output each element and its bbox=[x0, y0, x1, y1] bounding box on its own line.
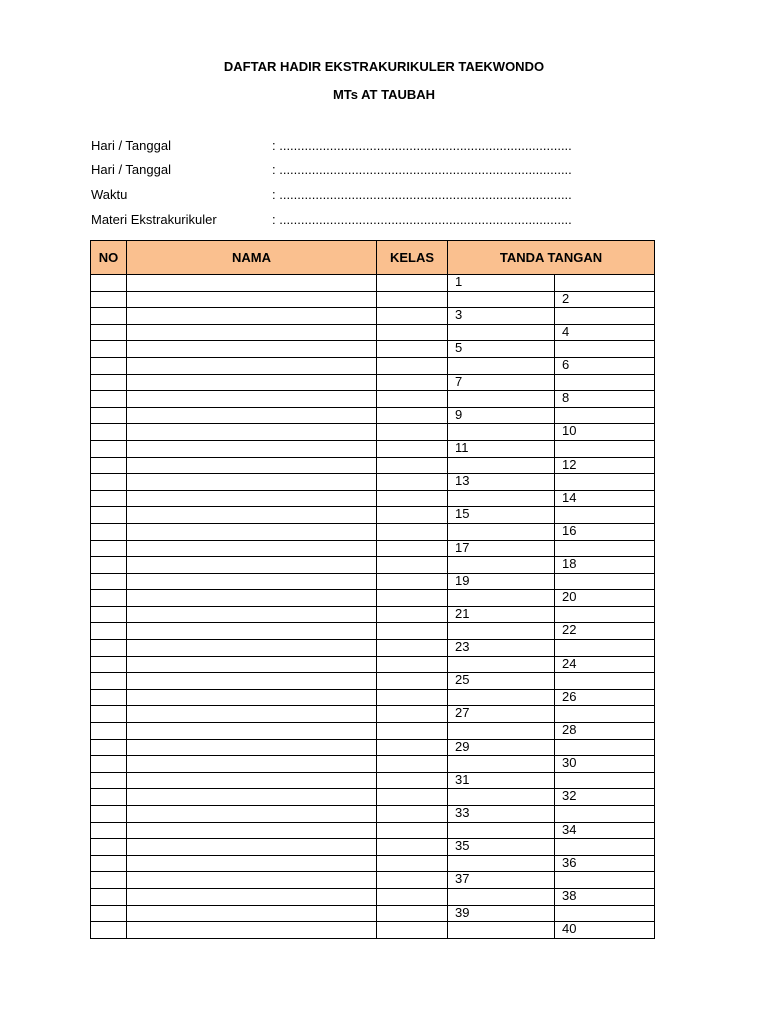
kelas-cell[interactable] bbox=[377, 640, 448, 657]
signature-left-cell: 1 bbox=[448, 275, 555, 292]
table-row bbox=[91, 523, 655, 540]
signature-right-cell: 34 bbox=[555, 822, 655, 839]
no-cell[interactable] bbox=[91, 523, 127, 540]
field-blank: : ................................................................................. bbox=[272, 212, 572, 227]
signature-left-cell[interactable] bbox=[448, 324, 555, 341]
nama-cell[interactable] bbox=[127, 540, 377, 557]
kelas-cell[interactable] bbox=[377, 324, 448, 341]
signature-right-cell[interactable] bbox=[555, 905, 655, 922]
signature-right-cell: 28 bbox=[555, 723, 655, 740]
table-row bbox=[91, 739, 655, 756]
no-cell[interactable] bbox=[91, 922, 127, 939]
nama-cell[interactable] bbox=[127, 822, 377, 839]
nama-cell[interactable] bbox=[127, 324, 377, 341]
table-row bbox=[91, 673, 655, 690]
field-materi bbox=[91, 212, 654, 230]
nama-cell[interactable] bbox=[127, 905, 377, 922]
kelas-cell[interactable] bbox=[377, 905, 448, 922]
kelas-cell[interactable] bbox=[377, 407, 448, 424]
signature-right-cell[interactable] bbox=[555, 540, 655, 557]
no-cell[interactable] bbox=[91, 324, 127, 341]
nama-cell[interactable] bbox=[127, 507, 377, 524]
no-cell[interactable] bbox=[91, 573, 127, 590]
nama-cell[interactable] bbox=[127, 806, 377, 823]
signature-right-cell[interactable] bbox=[555, 706, 655, 723]
signature-right-cell: 24 bbox=[555, 656, 655, 673]
kelas-cell[interactable] bbox=[377, 772, 448, 789]
nama-cell[interactable] bbox=[127, 673, 377, 690]
signature-left-cell: 17 bbox=[448, 540, 555, 557]
table-row bbox=[91, 391, 655, 408]
nama-cell[interactable] bbox=[127, 888, 377, 905]
table-row bbox=[91, 656, 655, 673]
signature-right-cell[interactable] bbox=[555, 474, 655, 491]
kelas-cell[interactable] bbox=[377, 656, 448, 673]
no-cell[interactable] bbox=[91, 457, 127, 474]
nama-cell[interactable] bbox=[127, 656, 377, 673]
table-row bbox=[91, 357, 655, 374]
no-cell[interactable] bbox=[91, 673, 127, 690]
signature-right-cell[interactable] bbox=[555, 640, 655, 657]
signature-right-cell: 30 bbox=[555, 756, 655, 773]
kelas-cell[interactable] bbox=[377, 291, 448, 308]
table-row bbox=[91, 440, 655, 457]
kelas-cell[interactable] bbox=[377, 507, 448, 524]
field-label: Hari / Tanggal bbox=[91, 138, 171, 153]
column-header-nama: NAMA bbox=[127, 241, 377, 275]
no-cell[interactable] bbox=[91, 706, 127, 723]
signature-left-cell[interactable] bbox=[448, 822, 555, 839]
kelas-cell[interactable] bbox=[377, 822, 448, 839]
table-row bbox=[91, 855, 655, 872]
table-row bbox=[91, 888, 655, 905]
no-cell[interactable] bbox=[91, 474, 127, 491]
table-row bbox=[91, 905, 655, 922]
no-cell[interactable] bbox=[91, 723, 127, 740]
kelas-cell[interactable] bbox=[377, 839, 448, 856]
field-blank: : ................................................................................. bbox=[272, 162, 572, 177]
kelas-cell[interactable] bbox=[377, 756, 448, 773]
nama-cell[interactable] bbox=[127, 922, 377, 939]
nama-cell[interactable] bbox=[127, 557, 377, 574]
signature-right-cell[interactable] bbox=[555, 606, 655, 623]
no-cell[interactable] bbox=[91, 872, 127, 889]
no-cell[interactable] bbox=[91, 855, 127, 872]
table-row bbox=[91, 507, 655, 524]
signature-left-cell: 13 bbox=[448, 474, 555, 491]
kelas-cell[interactable] bbox=[377, 888, 448, 905]
nama-cell[interactable] bbox=[127, 457, 377, 474]
signature-right-cell: 10 bbox=[555, 424, 655, 441]
kelas-cell[interactable] bbox=[377, 739, 448, 756]
nama-cell[interactable] bbox=[127, 855, 377, 872]
signature-left-cell: 5 bbox=[448, 341, 555, 358]
kelas-cell[interactable] bbox=[377, 706, 448, 723]
signature-right-cell: 38 bbox=[555, 888, 655, 905]
table-row bbox=[91, 324, 655, 341]
signature-left-cell: 7 bbox=[448, 374, 555, 391]
table-row bbox=[91, 839, 655, 856]
signature-right-cell[interactable] bbox=[555, 407, 655, 424]
nama-cell[interactable] bbox=[127, 590, 377, 607]
kelas-cell[interactable] bbox=[377, 590, 448, 607]
signature-left-cell: 23 bbox=[448, 640, 555, 657]
no-cell[interactable] bbox=[91, 905, 127, 922]
no-cell[interactable] bbox=[91, 341, 127, 358]
signature-left-cell: 9 bbox=[448, 407, 555, 424]
table-header-row bbox=[91, 241, 655, 275]
no-cell[interactable] bbox=[91, 391, 127, 408]
signature-left-cell[interactable] bbox=[448, 457, 555, 474]
table-row bbox=[91, 822, 655, 839]
signature-right-cell: 6 bbox=[555, 357, 655, 374]
signature-right-cell[interactable] bbox=[555, 739, 655, 756]
signature-left-cell[interactable] bbox=[448, 888, 555, 905]
nama-cell[interactable] bbox=[127, 374, 377, 391]
kelas-cell[interactable] bbox=[377, 457, 448, 474]
signature-left-cell[interactable] bbox=[448, 523, 555, 540]
signature-right-cell[interactable] bbox=[555, 872, 655, 889]
table-row bbox=[91, 374, 655, 391]
kelas-cell[interactable] bbox=[377, 922, 448, 939]
kelas-cell[interactable] bbox=[377, 689, 448, 706]
no-cell[interactable] bbox=[91, 756, 127, 773]
no-cell[interactable] bbox=[91, 822, 127, 839]
table-row bbox=[91, 872, 655, 889]
signature-right-cell: 18 bbox=[555, 557, 655, 574]
signature-left-cell[interactable] bbox=[448, 855, 555, 872]
table-row bbox=[91, 457, 655, 474]
no-cell[interactable] bbox=[91, 656, 127, 673]
signature-right-cell[interactable] bbox=[555, 275, 655, 292]
nama-cell[interactable] bbox=[127, 606, 377, 623]
signature-left-cell: 35 bbox=[448, 839, 555, 856]
no-cell[interactable] bbox=[91, 440, 127, 457]
signature-left-cell[interactable] bbox=[448, 357, 555, 374]
signature-right-cell[interactable] bbox=[555, 341, 655, 358]
signature-left-cell[interactable] bbox=[448, 557, 555, 574]
no-cell[interactable] bbox=[91, 275, 127, 292]
table-row bbox=[91, 407, 655, 424]
signature-left-cell: 33 bbox=[448, 806, 555, 823]
kelas-cell[interactable] bbox=[377, 673, 448, 690]
table-row bbox=[91, 606, 655, 623]
kelas-cell[interactable] bbox=[377, 606, 448, 623]
no-cell[interactable] bbox=[91, 557, 127, 574]
no-cell[interactable] bbox=[91, 357, 127, 374]
no-cell[interactable] bbox=[91, 839, 127, 856]
table-row bbox=[91, 789, 655, 806]
nama-cell[interactable] bbox=[127, 523, 377, 540]
signature-left-cell: 11 bbox=[448, 440, 555, 457]
signature-left-cell: 37 bbox=[448, 872, 555, 889]
signature-left-cell[interactable] bbox=[448, 490, 555, 507]
table-row bbox=[91, 706, 655, 723]
table-row bbox=[91, 291, 655, 308]
table-row bbox=[91, 540, 655, 557]
no-cell[interactable] bbox=[91, 772, 127, 789]
kelas-cell[interactable] bbox=[377, 424, 448, 441]
nama-cell[interactable] bbox=[127, 789, 377, 806]
attendance-table bbox=[90, 240, 655, 939]
signature-right-cell: 16 bbox=[555, 523, 655, 540]
table-row bbox=[91, 490, 655, 507]
column-header-tanda-tangan: TANDA TANGAN bbox=[448, 241, 655, 275]
signature-right-cell[interactable] bbox=[555, 772, 655, 789]
kelas-cell[interactable] bbox=[377, 789, 448, 806]
no-cell[interactable] bbox=[91, 374, 127, 391]
signature-right-cell: 40 bbox=[555, 922, 655, 939]
field-blank: : ................................................................................. bbox=[272, 187, 572, 202]
signature-left-cell[interactable] bbox=[448, 656, 555, 673]
signature-left-cell[interactable] bbox=[448, 424, 555, 441]
nama-cell[interactable] bbox=[127, 275, 377, 292]
kelas-cell[interactable] bbox=[377, 872, 448, 889]
no-cell[interactable] bbox=[91, 606, 127, 623]
signature-left-cell: 21 bbox=[448, 606, 555, 623]
signature-right-cell[interactable] bbox=[555, 507, 655, 524]
table-row bbox=[91, 806, 655, 823]
signature-left-cell[interactable] bbox=[448, 922, 555, 939]
no-cell[interactable] bbox=[91, 623, 127, 640]
kelas-cell[interactable] bbox=[377, 374, 448, 391]
no-cell[interactable] bbox=[91, 540, 127, 557]
signature-right-cell[interactable] bbox=[555, 839, 655, 856]
nama-cell[interactable] bbox=[127, 391, 377, 408]
field-label: Waktu bbox=[91, 187, 128, 202]
nama-cell[interactable] bbox=[127, 308, 377, 325]
kelas-cell[interactable] bbox=[377, 855, 448, 872]
signature-right-cell: 2 bbox=[555, 291, 655, 308]
no-cell[interactable] bbox=[91, 424, 127, 441]
signature-left-cell: 39 bbox=[448, 905, 555, 922]
document-title: DAFTAR HADIR EKSTRAKURIKULER TAEKWONDO bbox=[223, 59, 545, 74]
signature-left-cell: 27 bbox=[448, 706, 555, 723]
signature-right-cell: 12 bbox=[555, 457, 655, 474]
nama-cell[interactable] bbox=[127, 440, 377, 457]
table-row bbox=[91, 308, 655, 325]
field-hari-tanggal-2 bbox=[91, 162, 654, 180]
nama-cell[interactable] bbox=[127, 872, 377, 889]
nama-cell[interactable] bbox=[127, 839, 377, 856]
signature-right-cell[interactable] bbox=[555, 673, 655, 690]
nama-cell[interactable] bbox=[127, 623, 377, 640]
field-label: Hari / Tanggal bbox=[91, 162, 171, 177]
signature-right-cell[interactable] bbox=[555, 308, 655, 325]
kelas-cell[interactable] bbox=[377, 573, 448, 590]
table-row bbox=[91, 756, 655, 773]
no-cell[interactable] bbox=[91, 739, 127, 756]
no-cell[interactable] bbox=[91, 590, 127, 607]
kelas-cell[interactable] bbox=[377, 523, 448, 540]
signature-left-cell: 29 bbox=[448, 739, 555, 756]
no-cell[interactable] bbox=[91, 507, 127, 524]
signature-left-cell[interactable] bbox=[448, 789, 555, 806]
table-row bbox=[91, 772, 655, 789]
nama-cell[interactable] bbox=[127, 756, 377, 773]
kelas-cell[interactable] bbox=[377, 440, 448, 457]
table-body bbox=[91, 275, 655, 939]
nama-cell[interactable] bbox=[127, 706, 377, 723]
signature-right-cell[interactable] bbox=[555, 806, 655, 823]
table-row bbox=[91, 474, 655, 491]
kelas-cell[interactable] bbox=[377, 391, 448, 408]
signature-right-cell: 26 bbox=[555, 689, 655, 706]
kelas-cell[interactable] bbox=[377, 723, 448, 740]
signature-right-cell: 8 bbox=[555, 391, 655, 408]
signature-left-cell[interactable] bbox=[448, 623, 555, 640]
signature-right-cell[interactable] bbox=[555, 440, 655, 457]
signature-right-cell: 4 bbox=[555, 324, 655, 341]
nama-cell[interactable] bbox=[127, 424, 377, 441]
signature-left-cell[interactable] bbox=[448, 391, 555, 408]
signature-left-cell[interactable] bbox=[448, 291, 555, 308]
kelas-cell[interactable] bbox=[377, 557, 448, 574]
field-hari-tanggal-1 bbox=[91, 138, 654, 156]
nama-cell[interactable] bbox=[127, 573, 377, 590]
table-row bbox=[91, 275, 655, 292]
nama-cell[interactable] bbox=[127, 640, 377, 657]
no-cell[interactable] bbox=[91, 789, 127, 806]
no-cell[interactable] bbox=[91, 308, 127, 325]
table-row bbox=[91, 640, 655, 657]
no-cell[interactable] bbox=[91, 689, 127, 706]
table-row bbox=[91, 573, 655, 590]
signature-right-cell: 32 bbox=[555, 789, 655, 806]
kelas-cell[interactable] bbox=[377, 806, 448, 823]
nama-cell[interactable] bbox=[127, 474, 377, 491]
field-blank: : ................................................................................. bbox=[272, 138, 572, 153]
signature-left-cell[interactable] bbox=[448, 590, 555, 607]
table-row bbox=[91, 922, 655, 939]
kelas-cell[interactable] bbox=[377, 275, 448, 292]
nama-cell[interactable] bbox=[127, 739, 377, 756]
table-row bbox=[91, 557, 655, 574]
table-row bbox=[91, 424, 655, 441]
nama-cell[interactable] bbox=[127, 341, 377, 358]
kelas-cell[interactable] bbox=[377, 308, 448, 325]
table-row bbox=[91, 341, 655, 358]
kelas-cell[interactable] bbox=[377, 474, 448, 491]
signature-right-cell: 20 bbox=[555, 590, 655, 607]
field-label: Materi Ekstrakurikuler bbox=[91, 212, 217, 227]
kelas-cell[interactable] bbox=[377, 490, 448, 507]
no-cell[interactable] bbox=[91, 640, 127, 657]
nama-cell[interactable] bbox=[127, 723, 377, 740]
signature-left-cell[interactable] bbox=[448, 689, 555, 706]
signature-left-cell: 3 bbox=[448, 308, 555, 325]
column-header-no: NO bbox=[91, 241, 127, 275]
nama-cell[interactable] bbox=[127, 291, 377, 308]
signature-left-cell[interactable] bbox=[448, 756, 555, 773]
no-cell[interactable] bbox=[91, 888, 127, 905]
signature-left-cell: 19 bbox=[448, 573, 555, 590]
no-cell[interactable] bbox=[91, 490, 127, 507]
signature-right-cell: 36 bbox=[555, 855, 655, 872]
kelas-cell[interactable] bbox=[377, 341, 448, 358]
kelas-cell[interactable] bbox=[377, 357, 448, 374]
no-cell[interactable] bbox=[91, 291, 127, 308]
field-waktu bbox=[91, 187, 654, 205]
signature-left-cell: 15 bbox=[448, 507, 555, 524]
signature-right-cell[interactable] bbox=[555, 573, 655, 590]
nama-cell[interactable] bbox=[127, 490, 377, 507]
no-cell[interactable] bbox=[91, 806, 127, 823]
signature-right-cell[interactable] bbox=[555, 374, 655, 391]
kelas-cell[interactable] bbox=[377, 623, 448, 640]
table-row bbox=[91, 723, 655, 740]
no-cell[interactable] bbox=[91, 407, 127, 424]
table-row bbox=[91, 689, 655, 706]
signature-left-cell[interactable] bbox=[448, 723, 555, 740]
signature-right-cell: 22 bbox=[555, 623, 655, 640]
kelas-cell[interactable] bbox=[377, 540, 448, 557]
table-row bbox=[91, 590, 655, 607]
column-header-kelas: KELAS bbox=[377, 241, 448, 275]
school-name: MTs AT TAUBAH bbox=[332, 87, 436, 102]
nama-cell[interactable] bbox=[127, 772, 377, 789]
nama-cell[interactable] bbox=[127, 689, 377, 706]
nama-cell[interactable] bbox=[127, 407, 377, 424]
table-row bbox=[91, 623, 655, 640]
nama-cell[interactable] bbox=[127, 357, 377, 374]
signature-right-cell: 14 bbox=[555, 490, 655, 507]
signature-left-cell: 31 bbox=[448, 772, 555, 789]
signature-left-cell: 25 bbox=[448, 673, 555, 690]
